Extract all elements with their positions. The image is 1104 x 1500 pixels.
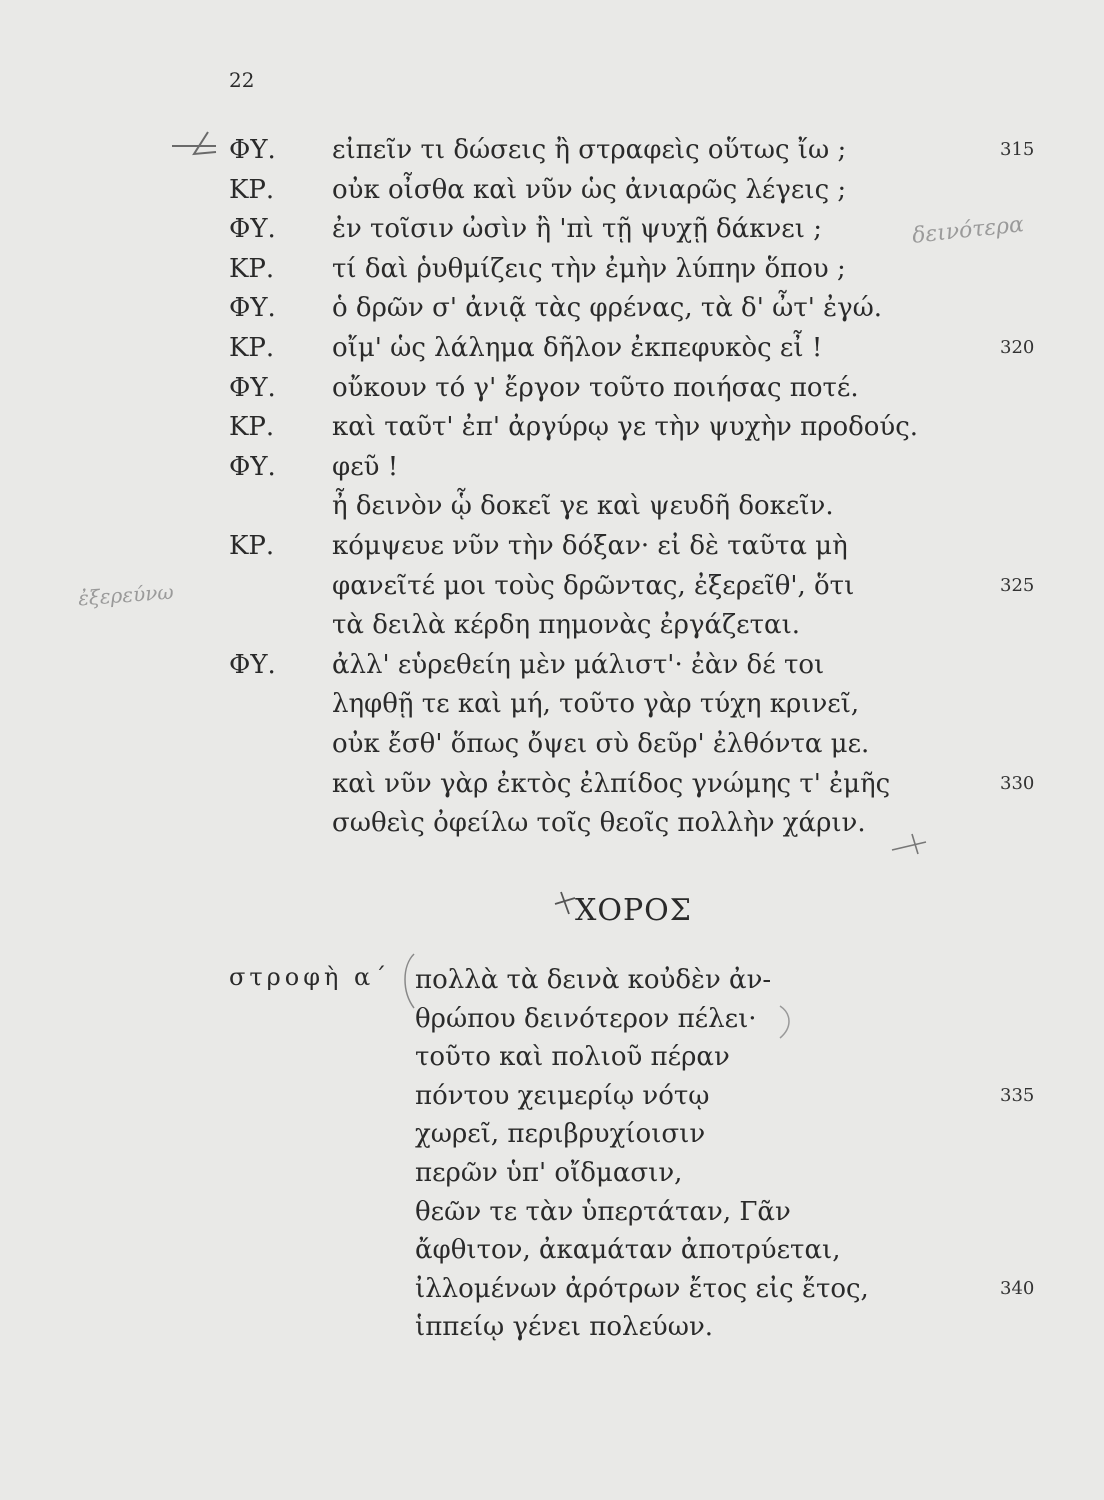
chorus-line: πόντου χειμερίῳ νότῳ xyxy=(415,1081,710,1111)
page-number: 22 xyxy=(229,68,255,92)
speaker-label: ΚΡ. xyxy=(229,254,275,284)
verse-line: ἦ δεινὸν ᾧ δοκεῖ γε καὶ ψευδῆ δοκεῖν. xyxy=(332,491,834,521)
line-number: 335 xyxy=(1000,1085,1035,1106)
verse-line: οἴμ' ὡς λάλημα δῆλον ἐκπεφυκὸς εἶ ! xyxy=(332,333,823,363)
verse-line: φεῦ ! xyxy=(332,452,399,482)
chorus-line: πολλὰ τὰ δεινὰ κοὐδὲν ἀν- xyxy=(415,965,772,995)
verse-line: τὰ δειλὰ κέρδη πημονὰς ἐργάζεται. xyxy=(332,610,801,640)
speaker-label: ΚΡ. xyxy=(229,531,275,561)
speaker-label: ΦΥ. xyxy=(229,452,276,482)
chorus-line: χωρεῖ, περιβρυχίοισιν xyxy=(415,1119,706,1149)
strophe-label: στροφὴ α΄ xyxy=(229,963,391,991)
chorus-line: θεῶν τε τὰν ὑπερτάταν, Γᾶν xyxy=(415,1197,791,1227)
pencil-bracket-right xyxy=(776,1002,796,1042)
verse-line: ἐν τοῖσιν ὠσὶν ἢ 'πὶ τῇ ψυχῇ δάκνει ; xyxy=(332,214,822,244)
line-number: 340 xyxy=(1000,1278,1035,1299)
speaker-label: ΦΥ. xyxy=(229,373,276,403)
speaker-label: ΚΡ. xyxy=(229,333,275,363)
verse-line: ληφθῇ τε καὶ μή, τοῦτο γὰρ τύχη κρινεῖ, xyxy=(332,689,860,719)
verse-line: οὐκ οἶσθα καὶ νῦν ὡς ἀνιαρῶς λέγεις ; xyxy=(332,175,847,205)
verse-line: ἀλλ' εὑρεθείη μὲν μάλιστ'· ἐὰν δέ τοι xyxy=(332,650,825,680)
chorus-line: ἱππείῳ γένει πολεύων. xyxy=(415,1312,714,1342)
verse-line: κόμψευε νῦν τὴν δόξαν· εἰ δὲ ταῦτα μὴ xyxy=(332,531,848,561)
line-number: 330 xyxy=(1000,773,1035,794)
verse-line: τί δαὶ ῥυθμίζεις τὴν ἐμὴν λύπην ὅπου ; xyxy=(332,254,846,284)
verse-line: καὶ ταῦτ' ἐπ' ἀργύρῳ γε τὴν ψυχὴν προδούς. xyxy=(332,412,919,442)
line-number: 320 xyxy=(1000,337,1035,358)
verse-line: εἰπεῖν τι δώσεις ἢ στραφεὶς οὕτως ἴω ; xyxy=(332,135,847,165)
chorus-line: θρώπου δεινότερον πέλει· xyxy=(415,1004,757,1034)
chorus-line: τοῦτο καὶ πολιοῦ πέραν xyxy=(415,1042,730,1072)
line-number: 315 xyxy=(1000,139,1035,160)
line-number: 325 xyxy=(1000,575,1035,596)
verse-line: οὔκουν τό γ' ἔργον τοῦτο ποιήσας ποτέ. xyxy=(332,373,859,403)
verse-line: καὶ νῦν γὰρ ἐκτὸς ἐλπίδος γνώμης τ' ἐμῆς xyxy=(332,769,891,799)
chorus-line: ἄφθιτον, ἀκαμάταν ἀποτρύεται, xyxy=(415,1235,841,1265)
speaker-label: ΦΥ. xyxy=(229,293,276,323)
pencil-bracket-mark xyxy=(168,128,228,158)
chorus-heading: ΧΟΡΟΣ xyxy=(575,893,692,928)
speaker-label: ΦΥ. xyxy=(229,650,276,680)
verse-line: οὐκ ἔσθ' ὅπως ὄψει σὺ δεῦρ' ἐλθόντα με. xyxy=(332,729,870,759)
speaker-label: ΦΥ. xyxy=(229,214,276,244)
verse-line: φανεῖτέ μοι τοὺς δρῶντας, ἐξερεῖθ', ὅτι xyxy=(332,571,855,601)
chorus-line: ἰλλομένων ἀρότρων ἔτος εἰς ἔτος, xyxy=(415,1274,869,1304)
speaker-label: ΦΥ. xyxy=(229,135,276,165)
pencil-cross-mark xyxy=(890,832,930,858)
verse-line: ὁ δρῶν σ' ἀνιᾷ τὰς φρένας, τὰ δ' ὦτ' ἐγώ. xyxy=(332,293,883,323)
speaker-label: ΚΡ. xyxy=(229,175,275,205)
chorus-line: περῶν ὑπ' οἴδμασιν, xyxy=(415,1158,683,1188)
pencil-note-right: δεινότερα xyxy=(911,212,1026,249)
speaker-label: ΚΡ. xyxy=(229,412,275,442)
pencil-note-left: ἐξερεύνω xyxy=(77,579,175,611)
verse-line: σωθεὶς ὀφείλω τοῖς θεοῖς πολλὴν χάριν. xyxy=(332,808,866,838)
